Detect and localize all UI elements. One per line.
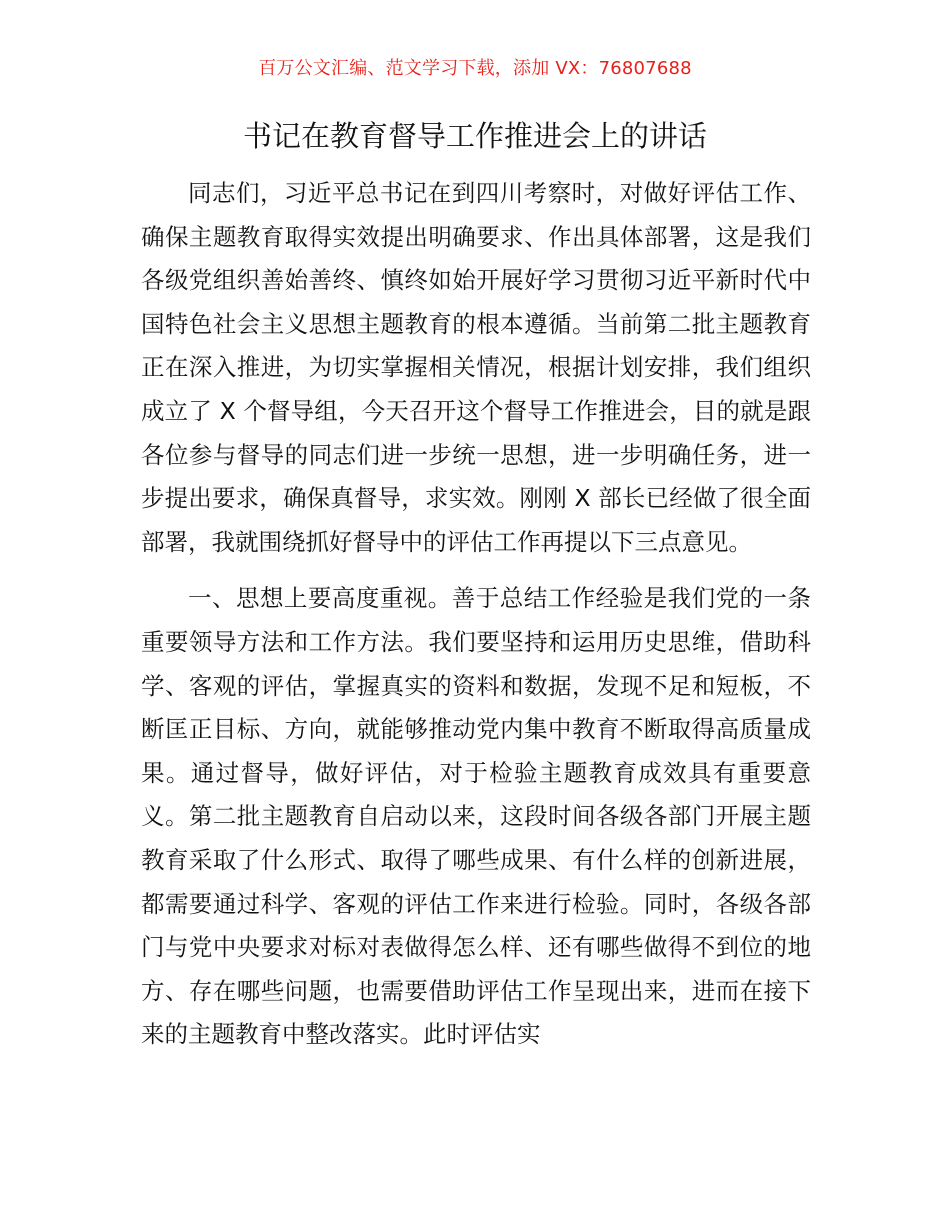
document-title: 书记在教育督导工作推进会上的讲话 — [242, 119, 707, 153]
header-banner: 百万公文汇编、范文学习下载，添加 VX：76807688 — [258, 58, 692, 79]
paragraph-section-one: 一、思想上要高度重视。善于总结工作经验是我们党的一条重要领导方法和工作方法。我们要坚持和运用历史思维，借助科学、客观的评估，掌握真实的资料和数据，发现不足和短板，不断匡正目标、方向，就能够推动党内集中教育不断取得高质量成果。通过督导，做好评估，对于检验主题教育成效具有重要意义。第二批主题教育自启动以来，这段时间各级各部门开展主题教育采取了什么形式、取得了哪些成果、有什么样的创新进展，都需要通过科学、客观的评估工作来进行检验。同时，各级各部门与党中央要求对标对表做得怎么样、还有哪些做得不到位的地方、存在哪些问题，也需要借助评估工作呈现出来，进而在接下来的主题教育中整改落实。此时评估实 — [141, 584, 811, 1049]
paragraph-intro: 同志们，习近平总书记在到四川考察时，对做好评估工作、确保主题教育取得实效提出明确要求、作出具体部署，这是我们各级党组织善始善终、慎终如始开展好学习贯彻习近平新时代中国特色社会主义思想主题教育的根本遵循。当前第二批主题教育正在深入推进，为切实掌握相关情况，根据计划安排，我们组织成立了 X 个督导组，今天召开这个督导工作推进会，目的就是跟各位参与督导的同志们进一步统一思想，进一步明确任务，进一步提出要求，确保真督导，求实效。刚刚 X 部长已经做了很全面部署，我就围绕抓好督导中的评估工作再提以下三点意见。 — [141, 179, 811, 556]
document-body — [141, 172, 811, 1057]
